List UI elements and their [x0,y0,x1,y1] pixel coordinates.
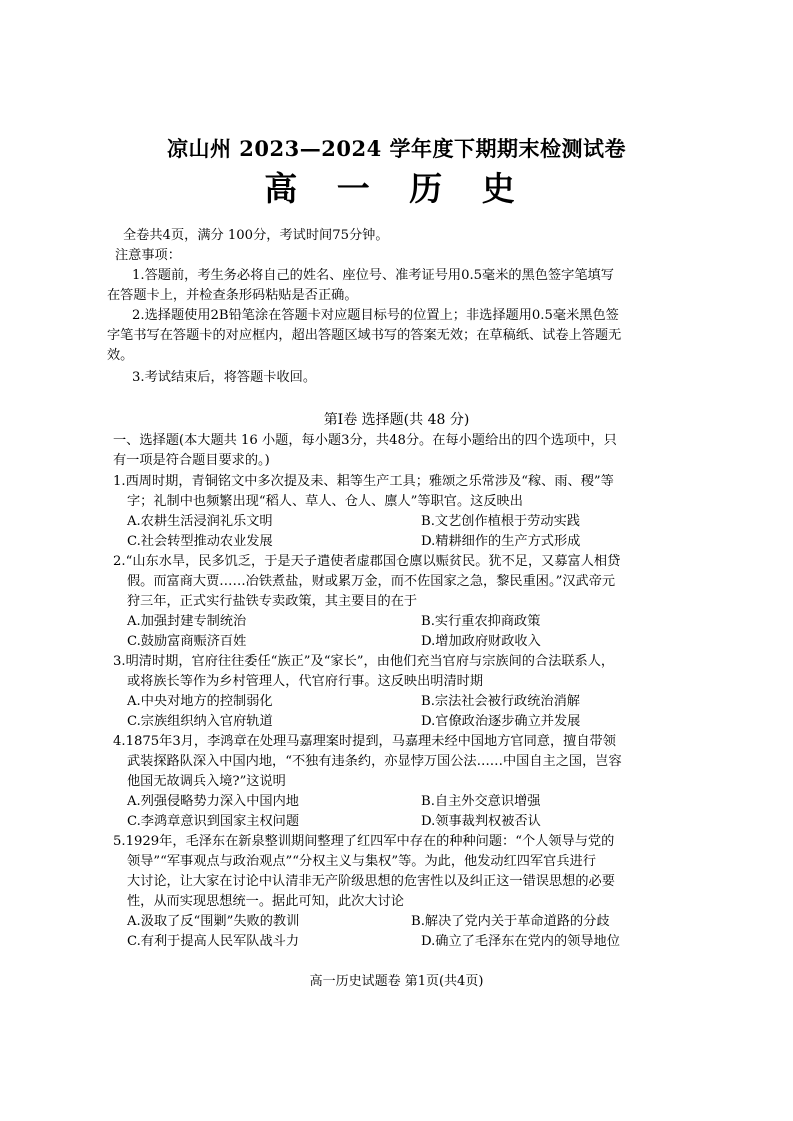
option-b: B.宗法社会被行政统治消解 [421,694,580,709]
section-heading: 第Ⅰ卷 选择题(共 48 分) [323,412,470,428]
page-footer: 高一历史试题卷 第1页(共4页) [309,974,484,989]
note-2-line-1: 2.选择题使用2B铅笔涂在答题卡对应题目标号的位置上；非选择题用0.5毫米黑色签 [132,308,619,323]
question-stem-line: 狩三年，正式实行盐铁专卖政策，其主要目的在于 [127,594,418,609]
option-d: D.精耕细作的生产方式形成 [421,534,581,549]
option-b: B.解决了党内关于革命道路的分歧 [411,914,610,929]
question-stem-line: 5.1929年，毛泽东在新泉整训期间整理了红四军中存在的种种问题：“个人领导与党的 [113,834,615,849]
option-c: C.李鸿章意识到国家主权问题 [127,814,300,829]
note-1-line-1: 1.答题前，考生务必将自己的姓名、座位号、准考证号用0.5毫米的黑色签字笔填写 [132,268,614,283]
option-c: C.宗族组织纳入官府轨道 [127,714,273,729]
question-stem-line: 3.明清时期，官府往往委任“族正”及“家长”，由他们充当官府与宗族间的合法联系人， [113,654,615,669]
subject-title: 高 一 历 史 [264,169,529,208]
option-a: A.加强封建专制统治 [127,614,247,629]
option-b: B.自主外交意识增强 [421,794,541,809]
option-b: B.实行重农抑商政策 [421,614,541,629]
option-c: C.有利于提高人民军队战斗力 [127,934,300,949]
option-d: D.领事裁判权被否认 [421,814,541,829]
question-stem-line: 武装探路队深入中国内地，“不独有违条约，亦显悖万国公法……中国自主之国，岂容 [127,754,622,769]
option-c: C.社会转型推动农业发展 [127,534,273,549]
section-intro-line-2: 有一项是符合题目要求的。) [113,453,270,468]
exam-title: 凉山州 2023—2024 学年度下期期末检测试卷 [166,136,626,161]
option-a: A.农耕生活浸润礼乐文明 [127,514,273,529]
question-stem-line: 大讨论，让大家在讨论中认清非无产阶级思想的危害性以及纠正这一错误思想的必要 [127,874,615,889]
option-a: A.列强侵略势力深入中国内地 [127,794,299,809]
note-2-line-3: 效。 [107,348,134,363]
option-d: D.增加政府财政收入 [421,634,541,649]
question-stem-line: 2.“山东水旱，民多饥乏，于是天子遣使者虚郡国仓廪以赈贫民。犹不足，又募富人相贷 [113,554,621,569]
notes-label: 注意事项： [115,248,181,263]
note-3: 3.考试结束后，将答题卡收回。 [132,370,317,385]
option-d: D.确立了毛泽东在党内的领导地位 [421,934,620,949]
option-b: B.文艺创作植根于劳动实践 [421,514,580,529]
question-stem-line: 领导”“军事观点与政治观点”“分权主义与集权”等。为此，他发动红四军官兵进行 [127,854,596,869]
note-1-line-2: 在答题卡上，并检查条形码粘贴是否正确。 [107,288,358,303]
question-stem-line: 字；礼制中也频繁出现“稻人、草人、仓人、廪人”等职官。这反映出 [127,494,523,509]
option-a: A.中央对地方的控制弱化 [127,694,273,709]
option-a: A.汲取了反“围剿”失败的教训 [127,914,300,929]
section-intro-line-1: 一、选择题(本大题共 16 小题，每小题3分，共48分。在每小题给出的四个选项中，只 [113,433,617,448]
question-stem-line: 假。而富商大贾……冶铁煮盐，财或累万金，而不佐国家之急，黎民重困。”汉武帝元 [127,574,616,589]
question-stem-line: 性，从而实现思想统一。据此可知，此次大讨论 [127,894,404,909]
question-stem-line: 或将族长等作为乡村管理人，代官府行事。这反映出明清时期 [127,674,484,689]
option-c: C.鼓励富商赈济百姓 [127,634,247,649]
option-d: D.官僚政治逐步确立并发展 [421,714,581,729]
question-stem-line: 他国无故调兵入境?”这说明 [127,774,286,789]
exam-summary: 全卷共4页，满分 100分，考试时间75分钟。 [123,228,389,243]
question-stem-line: 1.西周时期，青铜铭文中多次提及耒、耜等生产工具；雅颂之乐常涉及“稼、雨、稷”等 [113,474,614,489]
note-2-line-2: 字笔书写在答题卡的对应框内，超出答题区域书写的答案无效；在草稿纸、试卷上答题无 [107,328,622,343]
question-stem-line: 4.1875年3月，李鸿章在处理马嘉理案时提到，马嘉理未经中国地方官同意，擅自带领 [113,734,616,749]
